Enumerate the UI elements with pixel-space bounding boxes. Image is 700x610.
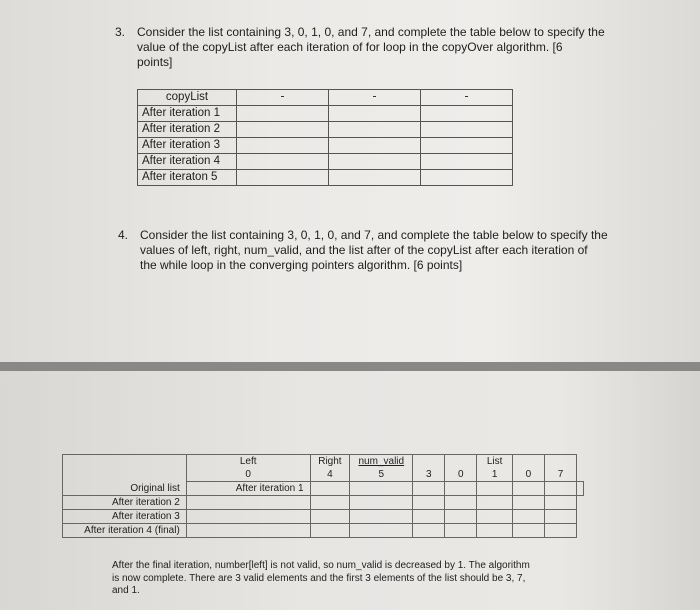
row-label: After iteration 1 (186, 482, 310, 496)
row-label: After iteration 4 (138, 154, 237, 170)
table-cell[interactable] (544, 482, 576, 496)
table-row (138, 170, 513, 186)
table-cell[interactable] (421, 170, 513, 186)
table-cell[interactable] (237, 154, 329, 170)
table-cell[interactable] (329, 138, 421, 154)
table-cell[interactable] (329, 90, 421, 106)
header-right (310, 455, 350, 482)
table-cell[interactable] (512, 510, 544, 524)
table-cell[interactable] (477, 496, 513, 510)
table-cell[interactable] (329, 170, 421, 186)
table-row (138, 90, 513, 106)
table-row (138, 106, 513, 122)
table-row (63, 455, 584, 482)
table-cell[interactable] (445, 496, 477, 510)
question-4-text (140, 228, 608, 273)
original-right-value: 4 (327, 469, 333, 480)
table-cell[interactable] (350, 510, 413, 524)
table-row (138, 122, 513, 138)
row-label: After iteration 1 (138, 106, 237, 122)
table-cell[interactable] (186, 524, 310, 538)
header-left-label: Left (239, 456, 257, 467)
table-cell[interactable] (237, 138, 329, 154)
note-line: is now complete. There are 3 valid elements and the first 3 elements of the list should be 3, 7, (112, 572, 526, 584)
table-cell[interactable] (445, 524, 477, 538)
table-cell[interactable] (329, 154, 421, 170)
question-4-line: Consider the list containing 3, 0, 1, 0, and 7, and complete the table below to specify the (140, 228, 608, 242)
table-cell[interactable] (237, 90, 329, 106)
row-label: After iteration 3 (63, 510, 187, 524)
table-cell[interactable] (186, 510, 310, 524)
copylist-table (137, 89, 513, 186)
table-cell[interactable] (577, 482, 584, 496)
header-num-valid (350, 455, 413, 482)
header-list-label: List (486, 456, 503, 467)
table-row (63, 510, 584, 524)
list-cell: 0 (445, 455, 477, 482)
table-cell[interactable] (237, 170, 329, 186)
question-4-number: 4. (118, 228, 129, 242)
question-4-line: the while loop in the converging pointers algorithm. [6 points] (140, 258, 463, 272)
question-3-text (137, 25, 605, 70)
table-cell[interactable] (350, 482, 413, 496)
question-3-line: Consider the list containing 3, 0, 1, 0, and 7, and complete the table below to specify the (137, 25, 605, 39)
row-label: After iteration 2 (138, 122, 237, 138)
table-cell[interactable] (413, 510, 445, 524)
table-cell[interactable] (329, 106, 421, 122)
table-cell[interactable] (310, 524, 350, 538)
table-cell[interactable] (413, 524, 445, 538)
table-cell[interactable] (544, 510, 576, 524)
row-label: After iteration 2 (63, 496, 187, 510)
table-cell[interactable] (421, 154, 513, 170)
table-cell[interactable] (421, 106, 513, 122)
table-cell[interactable] (512, 482, 544, 496)
question-3-number: 3. (115, 25, 126, 39)
question-3-line: points] (137, 55, 173, 69)
note-line: After the final iteration, number[left] is not valid, so num_valid is decreased by 1. The algorithm (112, 560, 530, 571)
table-cell[interactable] (413, 496, 445, 510)
header-left (186, 455, 310, 482)
final-note (112, 560, 582, 598)
note-line: and 1. (112, 585, 140, 596)
table-cell[interactable] (310, 510, 350, 524)
table-cell[interactable] (421, 90, 513, 106)
original-left-value: 0 (245, 469, 251, 480)
table-cell[interactable] (421, 138, 513, 154)
original-num-valid-value: 5 (378, 469, 385, 480)
table-cell[interactable] (512, 496, 544, 510)
table-row (63, 496, 584, 510)
table-row (138, 138, 513, 154)
question-3-line: value of the copyList after each iteration of for loop in the copyOver algorithm. [6 (137, 40, 563, 54)
list-header-cell (477, 455, 513, 482)
list-cell: 3 (413, 455, 445, 482)
table-cell[interactable] (237, 122, 329, 138)
row-label: After iteration 3 (138, 138, 237, 154)
table-cell[interactable] (186, 496, 310, 510)
table-row (63, 524, 584, 538)
page-separator (0, 362, 700, 371)
header-right-label: Right (318, 456, 342, 467)
table-cell[interactable] (310, 496, 350, 510)
list-value: 1 (491, 469, 498, 480)
table-cell[interactable] (413, 482, 445, 496)
row-label-original: Original list (63, 455, 187, 496)
list-cell: 0 (512, 455, 544, 482)
copylist-header: copyList (138, 90, 237, 106)
table-cell[interactable] (477, 482, 513, 496)
row-label: After iteration 4 (final) (63, 524, 187, 538)
table-cell[interactable] (237, 106, 329, 122)
table-cell[interactable] (512, 524, 544, 538)
table-row (138, 154, 513, 170)
table-cell[interactable] (477, 510, 513, 524)
header-num-valid-label: num_valid (358, 456, 405, 467)
question-4-line: values of left, right, num_valid, and the list after of the copyList after each iteration of (140, 243, 588, 257)
table-cell[interactable] (350, 524, 413, 538)
table-cell[interactable] (544, 496, 576, 510)
table-cell[interactable] (350, 496, 413, 510)
table-cell[interactable] (477, 524, 513, 538)
row-label: After iteraton 5 (138, 170, 237, 186)
table-cell[interactable] (329, 122, 421, 138)
table-cell[interactable] (421, 122, 513, 138)
table-cell[interactable] (544, 524, 576, 538)
table-cell[interactable] (445, 510, 477, 524)
table-cell[interactable] (445, 482, 477, 496)
list-cell: 7 (544, 455, 576, 482)
table-cell[interactable] (310, 482, 350, 496)
converging-pointers-table (62, 454, 584, 538)
